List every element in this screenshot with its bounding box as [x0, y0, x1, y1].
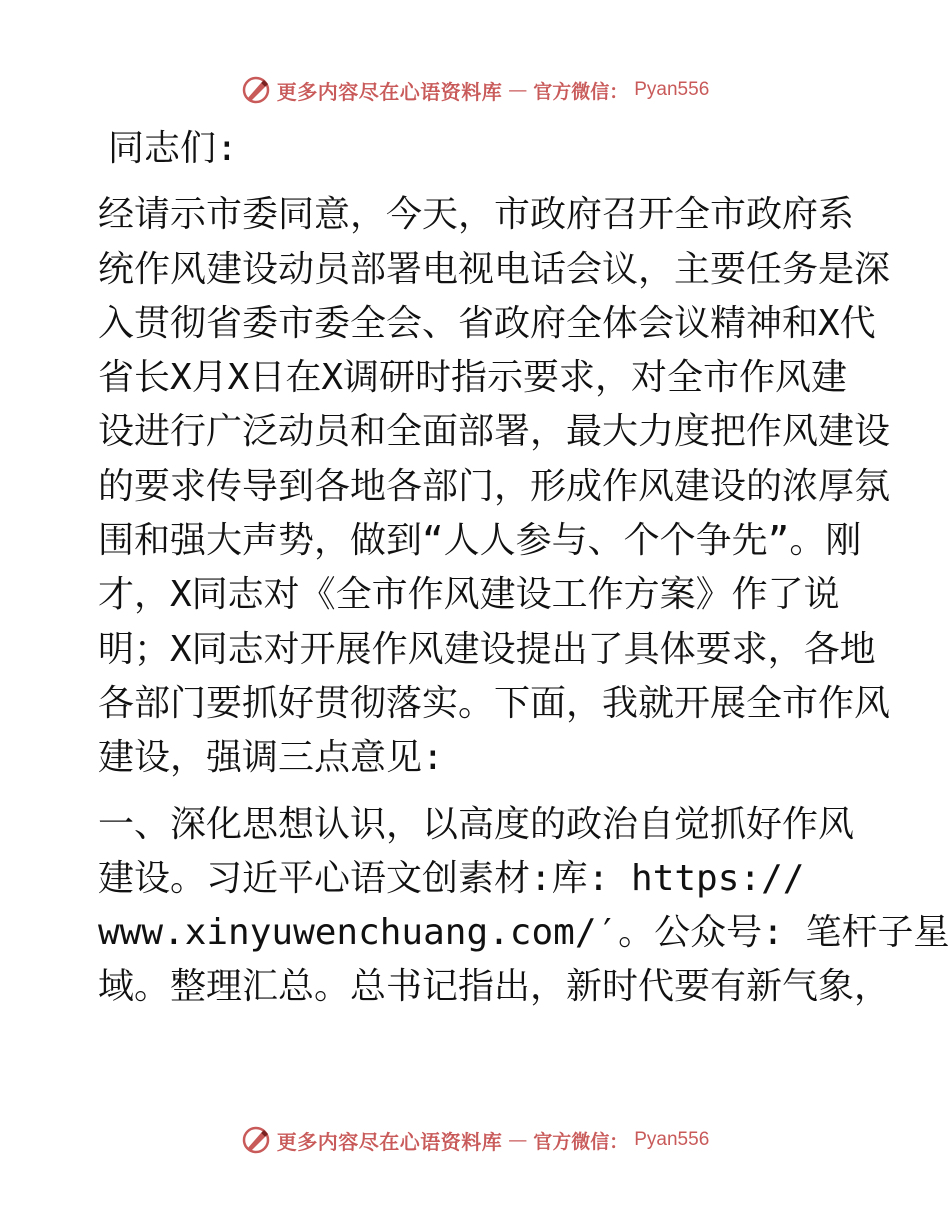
greeting: 同志们:: [108, 128, 238, 169]
watermark-label: 官方微信：: [533, 80, 629, 103]
text-line: 才，X同志对《全市作风建设工作方案》作了说: [98, 574, 840, 616]
text-line: 域。整理汇总。总书记指出，新时代要有新气象，: [98, 966, 891, 1008]
text-line: 明；X同志对开展作风建设提出了具体要求，各地: [98, 628, 876, 670]
watermark-separator: —: [508, 79, 528, 101]
text-line: 的要求传导到各地各部门，形成作风建设的浓厚氛: [98, 465, 891, 507]
text-line: 省长X月X日在X调研时指示要求，对全市作风建: [98, 357, 848, 399]
paragraph-1: [98, 188, 891, 785]
text-line: 建设，强调三点意见:: [98, 737, 444, 779]
text-line: 入贯彻省委市委全会、省政府全体会议精神和X代: [98, 302, 876, 344]
text-line: 各部门要抓好贯彻落实。下面，我就开展全市作风: [98, 682, 891, 724]
watermark-text: 更多内容尽在心语资料库: [276, 79, 503, 104]
text-line: 围和强大声势，做到“人人参与、个个争先”。刚: [98, 520, 862, 562]
header-watermark: [0, 70, 950, 110]
document-body: [98, 122, 950, 1015]
text-line: www.xinyuwenchuang.com/′。公众号: 笔杆子星: [98, 912, 950, 954]
pen-logo-icon: [241, 75, 271, 105]
text-line: 经请示市委同意，今天，市政府召开全市政府系: [98, 194, 855, 236]
section-heading-line: 一、深化思想认识，以高度的政治自觉抓好作风: [98, 803, 855, 845]
watermark-text: 更多内容尽在心语资料库: [276, 1129, 503, 1154]
text-line: 统作风建设动员部署电视电话会议，主要任务是深: [98, 248, 891, 290]
watermark-wechat-id: Pyan556: [634, 79, 710, 100]
watermark-wechat-id: Pyan556: [634, 1129, 710, 1150]
text-line: 设进行广泛动员和全面部署，最大力度把作风建设: [98, 411, 891, 453]
paragraph-2: [98, 798, 950, 1015]
pen-logo-icon: [241, 1125, 271, 1155]
watermark-label: 官方微信：: [533, 1130, 629, 1153]
text-line: 建设。习近平心语文创素材:库: https://: [98, 857, 805, 899]
footer-watermark: [0, 1120, 950, 1160]
watermark-separator: —: [508, 1129, 528, 1151]
